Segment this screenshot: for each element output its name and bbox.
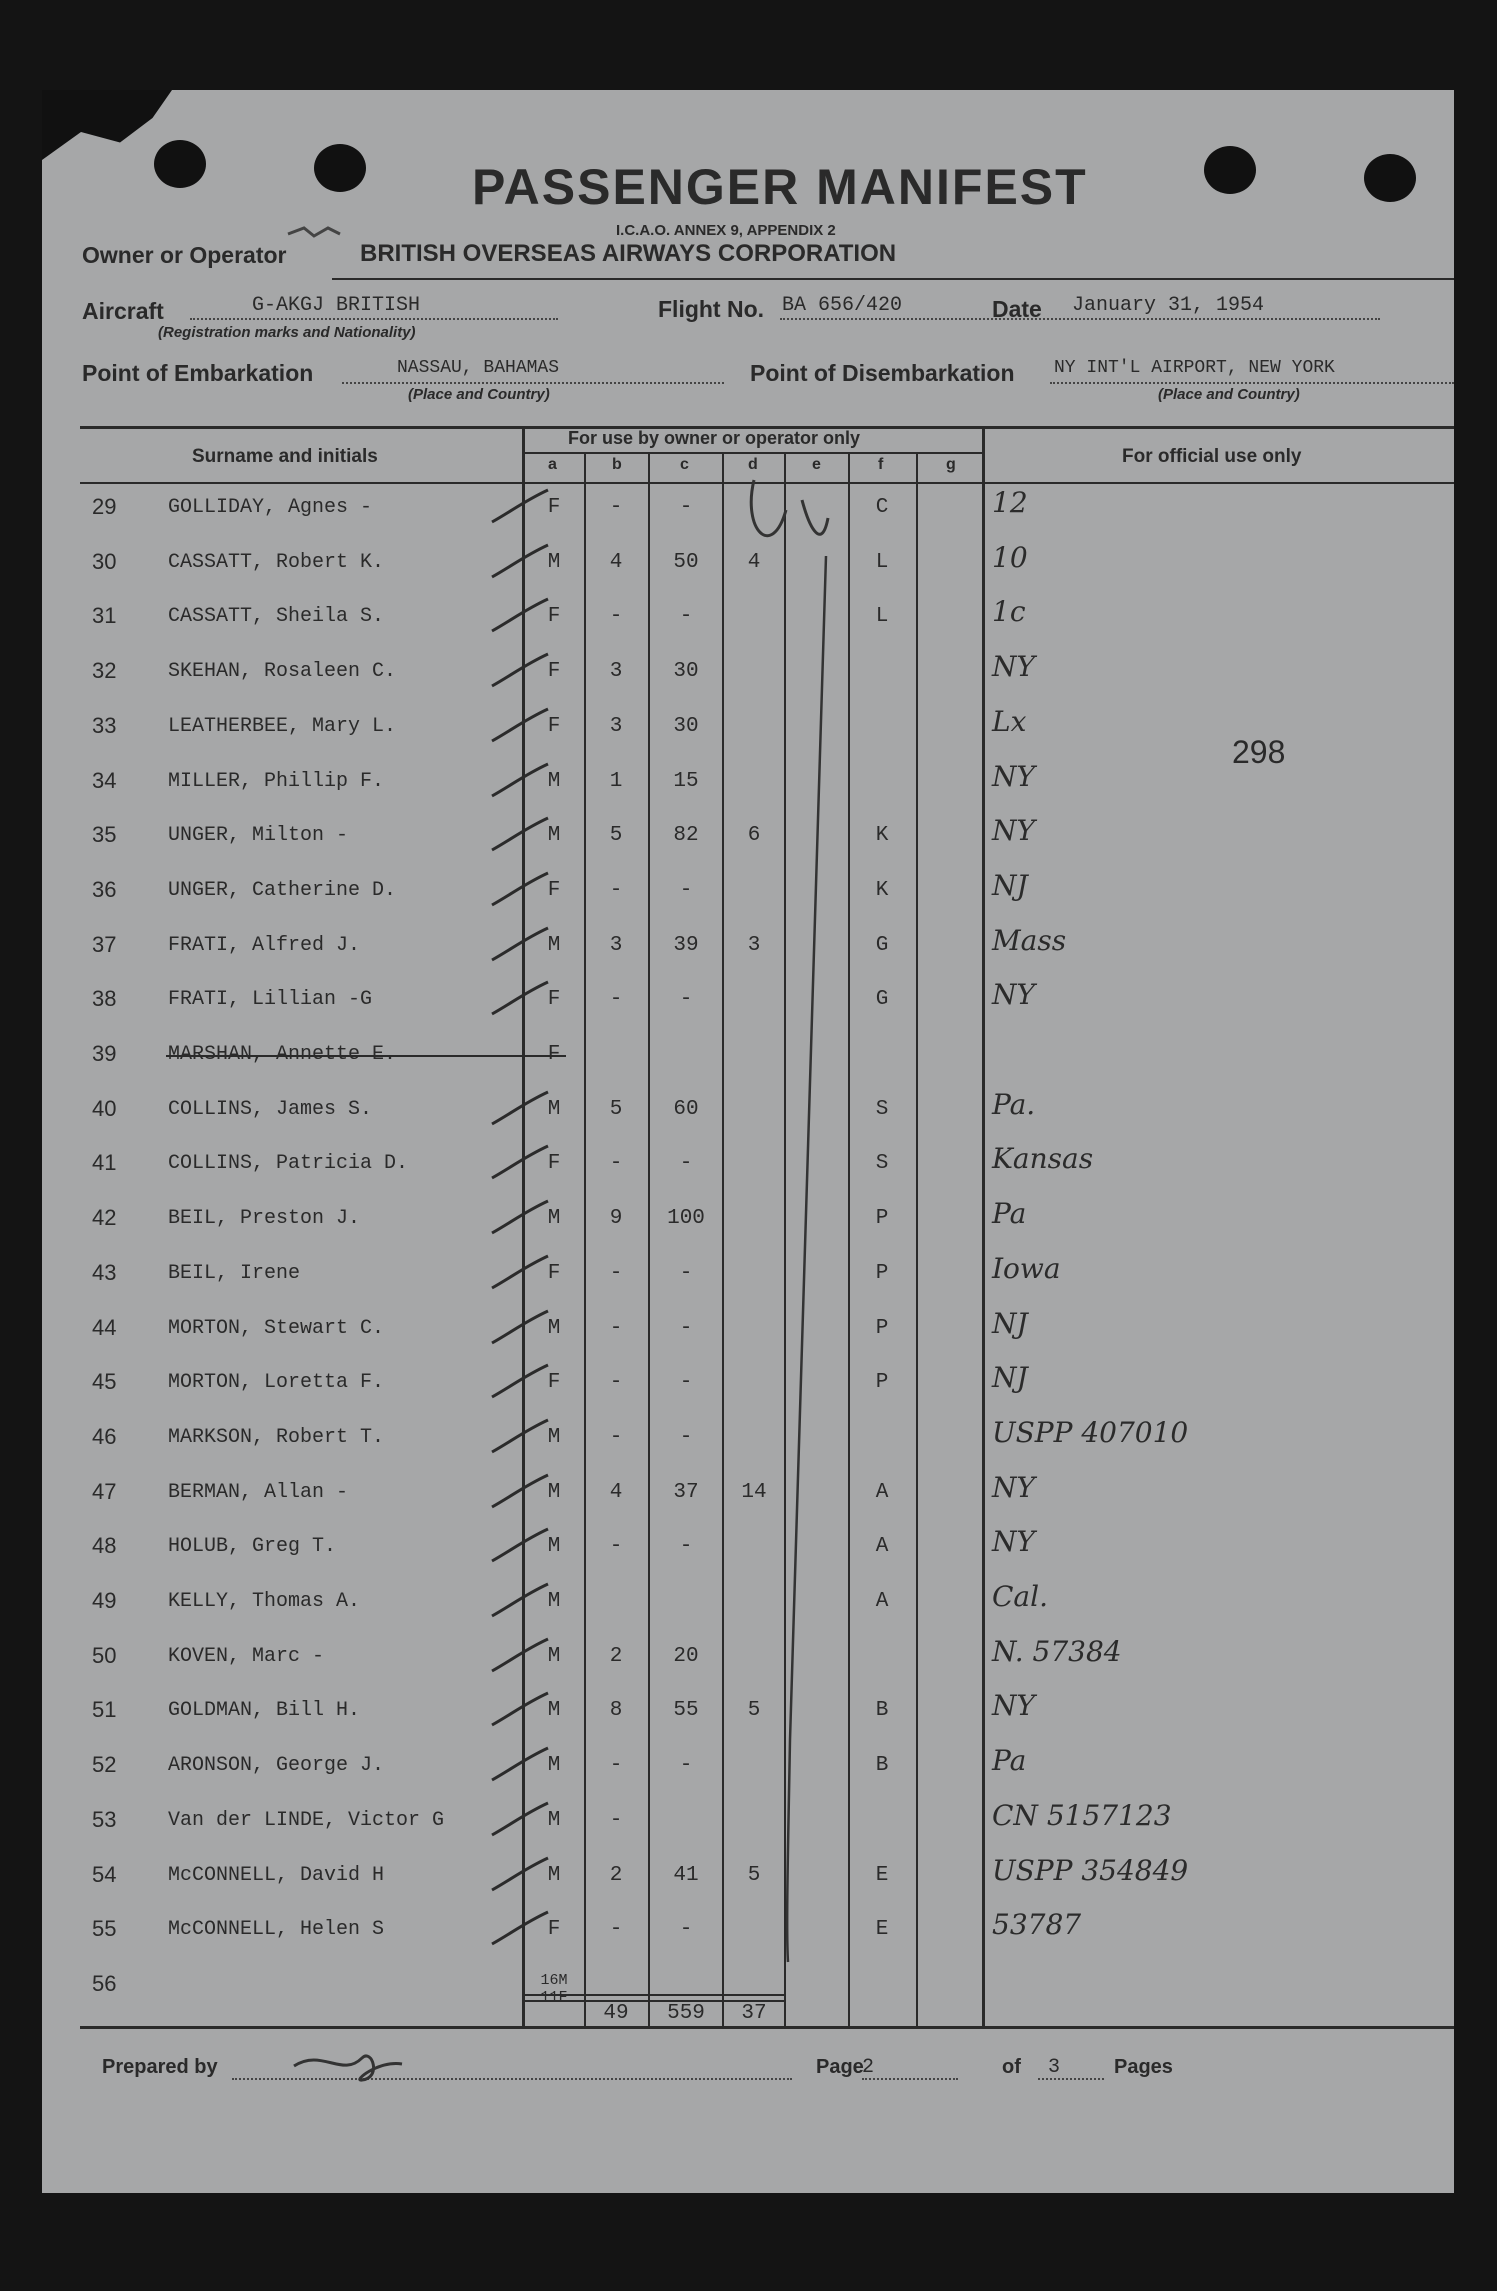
row-number: 51 — [92, 1697, 117, 1723]
official-note: NJ — [992, 868, 1028, 902]
page-subtitle: I.C.A.O. ANNEX 9, APPENDIX 2 — [616, 222, 836, 239]
cell-f: S — [875, 1097, 889, 1121]
cell-f: K — [875, 878, 889, 902]
official-note: Pa — [992, 1744, 1027, 1778]
official-note: 53787 — [992, 1908, 1082, 1942]
cell-a: M — [547, 1207, 561, 1231]
cell-c: - — [679, 1425, 693, 1449]
col-header-f: f — [878, 456, 884, 473]
cell-a: F — [547, 1918, 561, 1942]
passenger-name: BEIL, Preston J. — [168, 1207, 361, 1231]
cell-f: B — [875, 1754, 889, 1778]
cell-f: K — [875, 824, 889, 848]
passenger-name: McCONNELL, David H — [168, 1863, 385, 1887]
cell-a: M — [547, 1808, 561, 1832]
row-number: 45 — [92, 1369, 117, 1395]
of-label: of — [1002, 2056, 1021, 2078]
cell-c: 20 — [673, 1644, 699, 1668]
cell-c: 37 — [673, 1480, 699, 1504]
official-note: NY — [992, 759, 1035, 793]
embarkation-value: NASSAU, BAHAMAS — [397, 358, 560, 378]
page-number: 2 — [862, 2056, 875, 2079]
row-number: 37 — [92, 931, 117, 957]
owner-value: BRITISH OVERSEAS AIRWAYS CORPORATION — [360, 240, 897, 267]
cell-f: G — [875, 933, 889, 957]
cell-c: 39 — [673, 933, 699, 957]
cell-b: 3 — [609, 660, 623, 684]
cell-b: 2 — [609, 1863, 623, 1887]
col-header-e: e — [812, 456, 821, 473]
cell-b: - — [609, 496, 623, 519]
cell-f: P — [875, 1371, 889, 1395]
cell-a: M — [547, 1480, 561, 1504]
passenger-name: GOLLIDAY, Agnes - — [168, 496, 373, 519]
official-note: NY — [992, 978, 1035, 1012]
passenger-name: UNGER, Catherine D. — [168, 878, 397, 902]
pages-label: Pages — [1114, 2056, 1173, 2078]
passenger-name: ARONSON, George J. — [168, 1754, 385, 1778]
cell-c: - — [679, 1918, 693, 1942]
cell-a: F — [547, 1261, 561, 1285]
cell-b: 8 — [609, 1699, 623, 1723]
cell-f: E — [875, 1863, 889, 1887]
aircraft-value: G-AKGJ BRITISH — [252, 294, 421, 317]
passenger-name: BERMAN, Allan - — [168, 1480, 349, 1504]
passenger-name: BEIL, Irene — [168, 1261, 301, 1285]
row-number: 29 — [92, 494, 117, 519]
col-header-b: b — [612, 456, 622, 473]
cell-d: 6 — [747, 824, 761, 848]
row-number: 39 — [92, 1041, 117, 1066]
sheet-number-stamp: 298 — [1232, 734, 1286, 770]
cell-a: M — [547, 1644, 561, 1668]
official-note: 1c — [992, 595, 1026, 629]
cell-b: - — [609, 605, 623, 629]
cell-a: F — [547, 714, 561, 738]
passenger-name: CASSATT, Robert K. — [168, 550, 385, 574]
owner-label: Owner or Operator — [82, 242, 287, 268]
cell-a: M — [547, 1425, 561, 1449]
passenger-name: GOLDMAN, Bill H. — [168, 1699, 361, 1723]
cell-b: 1 — [609, 769, 623, 793]
cell-b: 4 — [609, 1480, 623, 1504]
cell-a: M — [547, 824, 561, 848]
official-use-header: For official use only — [1122, 446, 1302, 467]
official-note: Lx — [992, 704, 1027, 738]
cell-c: - — [679, 1754, 693, 1778]
official-note: NY — [992, 814, 1035, 848]
passenger-name: CASSATT, Sheila S. — [168, 605, 385, 629]
official-note: NY — [992, 1470, 1035, 1504]
cell-a: M — [547, 1699, 561, 1723]
cell-f: E — [875, 1918, 889, 1942]
row-number: 48 — [92, 1533, 117, 1559]
row-number: 56 — [92, 1970, 117, 1996]
cell-c: - — [679, 496, 693, 519]
passenger-name: LEATHERBEE, Mary L. — [168, 714, 397, 738]
cell-f: C — [875, 496, 889, 519]
cell-f: P — [875, 1207, 889, 1231]
official-note: N. 57384 — [992, 1634, 1122, 1668]
row-number: 31 — [92, 603, 117, 629]
cell-a: F — [547, 1043, 561, 1066]
page-title: PASSENGER MANIFEST — [472, 159, 1088, 215]
col-header-d: d — [748, 456, 758, 473]
cell-c: 60 — [673, 1097, 699, 1121]
official-note: Mass — [992, 923, 1067, 957]
cell-f: G — [875, 988, 889, 1012]
passenger-name: HOLUB, Greg T. — [168, 1535, 337, 1559]
total-d: 37 — [741, 2002, 767, 2025]
row-number: 34 — [92, 767, 117, 793]
cell-d: 5 — [747, 1863, 761, 1887]
page-number-line — [862, 2078, 958, 2080]
total-c: 559 — [667, 2002, 705, 2025]
official-note: NY — [992, 650, 1035, 684]
cell-b: - — [609, 1425, 623, 1449]
passenger-name: UNGER, Milton - — [168, 824, 349, 848]
row-number: 41 — [92, 1150, 117, 1176]
row-number: 43 — [92, 1259, 117, 1285]
row-number: 50 — [92, 1642, 117, 1668]
flight-value: BA 656/420 — [782, 294, 903, 317]
official-note: USPP 354849 — [992, 1853, 1189, 1887]
cell-d: 14 — [741, 1480, 767, 1504]
official-note: Pa — [992, 1197, 1027, 1231]
passenger-name: MORTON, Loretta F. — [168, 1371, 385, 1395]
official-note: 12 — [992, 486, 1028, 519]
cell-b: - — [609, 1261, 623, 1285]
disembarkation-note: (Place and Country) — [1158, 386, 1300, 403]
cell-a: F — [547, 988, 561, 1012]
cell-b: 3 — [609, 714, 623, 738]
cell-d: 3 — [747, 933, 761, 957]
official-note: NY — [992, 1689, 1035, 1723]
cell-f: A — [875, 1590, 889, 1613]
row-number: 30 — [92, 548, 117, 574]
cell-c: 30 — [673, 714, 699, 738]
official-note: Kansas — [992, 1142, 1094, 1176]
cell-c: 30 — [673, 660, 699, 684]
cell-c: 55 — [673, 1699, 699, 1723]
passenger-name: COLLINS, James S. — [168, 1097, 373, 1121]
cell-c: - — [679, 1316, 693, 1340]
cell-a: F — [547, 1371, 561, 1395]
passenger-name: FRATI, Alfred J. — [168, 933, 361, 957]
official-note: Iowa — [992, 1251, 1061, 1285]
row-number: 46 — [92, 1423, 117, 1449]
cell-a: M — [547, 550, 561, 574]
cell-b: - — [609, 988, 623, 1012]
col-header-c: c — [680, 456, 689, 473]
official-note: CN 5157123 — [992, 1798, 1172, 1832]
cell-f: A — [875, 1480, 889, 1504]
date-label: Date — [992, 296, 1042, 322]
cell-f: P — [875, 1316, 889, 1340]
passenger-name: FRATI, Lillian -G — [168, 988, 373, 1012]
cell-b: - — [609, 878, 623, 902]
aircraft-label: Aircraft — [82, 298, 164, 324]
cell-b: - — [609, 1316, 623, 1340]
cell-a: M — [547, 1097, 561, 1121]
cell-b: - — [609, 1808, 623, 1832]
flight-label: Flight No. — [658, 296, 765, 322]
cell-a: M — [547, 1535, 561, 1559]
cell-a: M — [547, 769, 561, 793]
cell-c: 82 — [673, 824, 699, 848]
cell-f: P — [875, 1261, 889, 1285]
passenger-name: MORTON, Stewart C. — [168, 1316, 385, 1340]
col-header-g: g — [946, 456, 956, 473]
row-number: 40 — [92, 1095, 117, 1121]
cell-a: F — [547, 496, 561, 519]
cell-a: F — [547, 660, 561, 684]
cell-c: - — [679, 1371, 693, 1395]
passenger-name: McCONNELL, Helen S — [168, 1918, 385, 1942]
total-b: 49 — [603, 2002, 629, 2025]
handwritten-marks — [42, 90, 1454, 2193]
row-number: 32 — [92, 658, 117, 684]
official-note: USPP 407010 — [992, 1415, 1189, 1449]
row-number: 55 — [92, 1916, 117, 1942]
prepared-by-label: Prepared by — [102, 2056, 218, 2078]
embarkation-label: Point of Embarkation — [82, 360, 314, 386]
cell-b: - — [609, 1152, 623, 1176]
cell-c: - — [679, 988, 693, 1012]
cell-d: 4 — [747, 550, 761, 574]
cell-b: - — [609, 1918, 623, 1942]
aircraft-note: (Registration marks and Nationality) — [158, 324, 416, 341]
cell-a: F — [547, 605, 561, 629]
cell-c: 100 — [667, 1207, 705, 1231]
row-number: 47 — [92, 1478, 117, 1504]
cell-b: 5 — [609, 824, 623, 848]
row-number: 53 — [92, 1806, 117, 1832]
cell-c: - — [679, 605, 693, 629]
disembarkation-value: NY INT'L AIRPORT, NEW YORK — [1054, 358, 1335, 378]
cell-c: - — [679, 1261, 693, 1285]
row-number: 35 — [92, 822, 117, 848]
cell-f: L — [875, 550, 889, 574]
row-number: 44 — [92, 1314, 117, 1340]
cell-a: M — [547, 1316, 561, 1340]
cell-b: 2 — [609, 1644, 623, 1668]
passenger-name: MARKSON, Robert T. — [168, 1425, 385, 1449]
row-number: 49 — [92, 1588, 117, 1613]
cell-f: S — [875, 1152, 889, 1176]
passenger-name: KOVEN, Marc - — [168, 1644, 325, 1668]
official-note: 10 — [992, 540, 1028, 574]
cell-a: F — [547, 1152, 561, 1176]
passenger-name: MILLER, Phillip F. — [168, 769, 385, 793]
col-header-a: a — [548, 456, 557, 473]
cell-a: F — [547, 878, 561, 902]
cell-b: - — [609, 1535, 623, 1559]
cell-c: 41 — [673, 1863, 699, 1887]
cell-f: L — [875, 605, 889, 629]
cell-c: - — [679, 1152, 693, 1176]
cell-f: A — [875, 1535, 889, 1559]
disembarkation-label: Point of Disembarkation — [750, 360, 1015, 386]
cell-b: 9 — [609, 1207, 623, 1231]
total-pages: 3 — [1048, 2056, 1061, 2079]
total-a: 16M 11F — [540, 1972, 568, 2006]
cell-d: 5 — [747, 1699, 761, 1723]
passenger-name: MARSHAN, Annette E. — [168, 1043, 397, 1066]
row-number: 36 — [92, 876, 117, 902]
official-note: NJ — [992, 1361, 1028, 1395]
cell-a: M — [547, 1863, 561, 1887]
page-label: Page — [816, 2056, 864, 2078]
passenger-name: COLLINS, Patricia D. — [168, 1152, 409, 1176]
cell-c: - — [679, 878, 693, 902]
row-number: 33 — [92, 712, 117, 738]
passenger-name: KELLY, Thomas A. — [168, 1590, 361, 1613]
date-value: January 31, 1954 — [1072, 294, 1265, 317]
cell-b: 5 — [609, 1097, 623, 1121]
cell-b: 3 — [609, 933, 623, 957]
total-pages-line — [1038, 2078, 1104, 2080]
cell-c: - — [679, 1535, 693, 1559]
official-note: Pa. — [992, 1087, 1036, 1121]
cell-a: M — [547, 1754, 561, 1778]
owner-use-header: For use by owner or operator only — [568, 428, 861, 448]
embarkation-note: (Place and Country) — [408, 386, 550, 403]
cell-b: - — [609, 1754, 623, 1778]
passenger-name: Van der LINDE, Victor G — [168, 1808, 445, 1832]
official-note: NY — [992, 1525, 1035, 1559]
cell-a: M — [547, 933, 561, 957]
row-number: 42 — [92, 1205, 117, 1231]
passenger-name: SKEHAN, Rosaleen C. — [168, 660, 397, 684]
cell-b: 4 — [609, 550, 623, 574]
official-note: NJ — [992, 1306, 1028, 1340]
cell-b: - — [609, 1371, 623, 1395]
cell-f: B — [875, 1699, 889, 1723]
row-number: 54 — [92, 1861, 117, 1887]
signature-mark — [292, 2038, 412, 2088]
row-number: 38 — [92, 986, 117, 1012]
surname-header: Surname and initials — [192, 446, 378, 467]
cell-c: 50 — [673, 550, 699, 574]
manifest-sheet — [42, 90, 1454, 2193]
cell-a: M — [547, 1590, 561, 1613]
cell-c: 15 — [673, 769, 699, 793]
official-note: Cal. — [992, 1580, 1048, 1613]
row-number: 52 — [92, 1752, 117, 1778]
